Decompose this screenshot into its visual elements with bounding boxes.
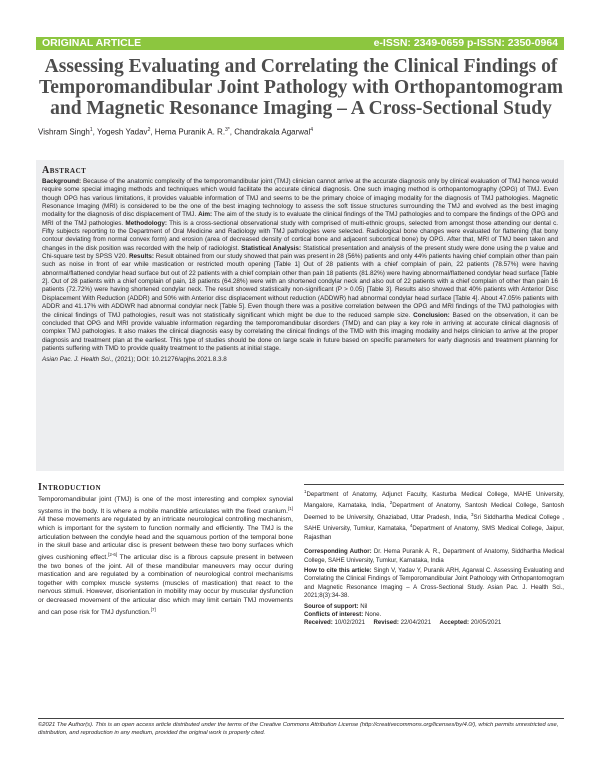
issn-label: e-ISSN: 2349-0659 p-ISSN: 2350-0964 — [373, 37, 558, 49]
author-name: Chandrakala Agarwal — [234, 127, 311, 137]
author-name: Yogesh Yadav — [96, 127, 148, 137]
corresponding-author: Corresponding Author: Dr. Hema Puranik A. R., Department of Anatomy, Siddhartha Medical College, SAHE University, Tumkur, Karnataka, India — [304, 548, 564, 564]
introduction-section — [38, 482, 293, 617]
abstract-text: Background: Because of the anatomic complexity of the temporomandibular joint (TMJ) clinician cannot arrive at the accurate diagnosis only by clinical evaluation of TMJ hence would require some special imaging methods and techniques which would facilitate the accurate clinical diagnosis. One such imaging method is orthopantomography (OPG) of TMJ. Even though OPG has various limitations, it provides valuable information of TMJ and seems to be the primary choice of imaging modality for the diagnosis of TMJ pathologies. Magnetic Resonance Imaging (MRI) is considered to be the one of the best imaging technology to assess the soft tissue structures surrounding the TMJ and evolved as the best imaging modality for the diagnosis of disc displacement of TMJ. Aim: The aim of the study is to evaluate the clinical findings of the TMJ pathologies and to compare the findings of the OPG and MRI of the TMJ pathologies. Methodology: This is a cross-sectional observational study with comprised of multi-ethnic groups, selected from amongst those attending our dental c. Fifty subjects reporting to the Department of Oral Medicine and Radiology with TMJ pathologies were selected. Radiological bone changes were evaluated for flattening (flat bony contour deviating from normal convex form) and erosion (area of decreased density of cortical bone and adjacent subcortical bone) by OPG. After that, MRI of TMJ been taken and changes in the disk position was recorded with the help of radiologist. Statistical Analysis: Statistical presentation and analysis of the present study were done using the p value and Chi-square test by SPSS V20. Results: Result obtained from our study showed that pain was present in 28 (56%) patients and only 44% patients having chief complain other than pain such as noise in front of ear while mastication or restricted mouth opening [Table 1] Out of 28 patients with a chief complain of pain, 22 patients (78.57%) were having abnormal/flattened condylar head surface but out of 22 patients with a chief complain other than pain 18 patients (81.82%) were having abnormal/flattened condylar head surface [Table 2]. Out of 28 patients with a chief complain of pain, 18 patients (64.28%) were with an shortened condylar neck and also out of 22 patients with a chief complain of other than pain 16 patients (72.72%) were having shortened condylar neck. The result showed statistically non-significant (P > 0.05) [Table 3]. Results also showed that 40% patients with Anterior Disc Displacement With Reduction (ADDR) and 50% with Anterior disc displacement without reduction (ADDWR) had abnormal condylar head surface [Table 4]. About 47.05% patients with ADDR and 41.17% with ADDWR had abnormal condylar neck [Table 5]. Even though there was a positive correlation between the OPG and MRI findings of the TMJ pathologies with the clinical findings of TMJ pathologies, result was not statistically significant which might be due to the reduced sample size. Conclusion: Based on the observation, it can be concluded that OPG and MRI provide valuable information regarding the temporomandibular disorders (TMD) and can play a key role in arriving at accurate clinical diagnosis of complex TMJ pathologies. It also makes the clinical diagnosis easy by correlating the clinical findings of the TMD with this imaging modality and helps clinician to arrive at the proper diagnosis and treatment plan at the earliest. This type of studies should be done on large scale in future based on specific parameters for early diagnosis and treatment planning for patients suffering with TMD to provide quality treatment to the patients at initial stage. — [42, 178, 559, 352]
abstract-section — [36, 160, 564, 471]
abstract-heading: Abstract — [42, 165, 87, 176]
introduction-text: Temporomandibular joint (TMJ) is one of the most interesting and complex synovial systems in the body. It is where a mobile mandible articulates with the fixed cranium.[1] All these movements are regulated by an intricate neurological controlling mechanism, which is important for the system to function normally and efficiently. The TMJ is the articulation between the condyle head and the squamous portion of the temporal bone in the skull base and articular disc is present between these two bony surfaces which gives cushioning effect.[2-6] The articular disc is a fibrous capsule present in between the two bones of the joint. All of these mandibular maneuvers may occur during mastication and are regulated by a combination of neurological control mechanisms together with complex muscle systems (muscles of mastication) that react to the nervous stimuli. However, disorientation in mobility may occur by muscular dysfunction or decreased movement of the articular disc which may limit certain TMJ movements and can pose risk for TMJ dysfunction.[7] — [38, 496, 293, 616]
source-of-support: Source of support: Nil — [304, 602, 368, 610]
introduction-heading: Introduction — [38, 482, 102, 493]
author-name: Vishram Singh — [38, 127, 90, 137]
header-bar — [36, 37, 564, 50]
how-to-cite: How to cite this article: Singh V, Yadav Y, Puranik ARH, Agarwal C. Assessing Evaluating and Correlating the Clinical Findings of Temporomandibular Joint Pathology with Orthopantomogram and Magnetic Resonance Imaging – A Cross-Sectional Study. Asian Pac. J. Health Sci., 2021;8(3):34-38. — [304, 566, 564, 600]
author-name: Hema Puranik A. R. — [154, 127, 226, 137]
author-list: Vishram Singh$^1$, Yogesh Yadav$^2$, Hema Puranik A. R.$^{3*}$, Chandrakala Agarwal$^4$ — [38, 127, 314, 137]
article-dates: Received: 10/02/2021 Revised: 22/04/2021 Accepted: 20/05/2021 — [304, 619, 502, 627]
conflicts-of-interest: Conflicts of interest: None. — [304, 611, 382, 618]
affiliations: $^1$Department of Anatomy, Adjunct Faculty, Kasturba Medical College, MAHE University, Mangalore, Karnataka, India, $^2$Department of Anatomy, Santosh Medical College, Santosh Deemed to be University, Ghaziabad, Uttar Pradesh, India, $^3$Sri Siddhartha Medical College , SAHE University, Tumkur, Karnataka, $^4$Department of Anatomy, SMS Medical College, Jaipur, Rajasthan — [304, 489, 565, 541]
article-title: Assessing Evaluating and Correlating the Clinical Findings of Temporomandibular Joint Pathology with Orthopantomogram and Magnetic Resonance Imaging – A Cross-Sectional Study — [38, 56, 564, 119]
article-info-column — [304, 484, 564, 628]
abstract-citation: Asian Pac. J. Health Sci., (2021); DOI: 10.21276/apjhs.2021.8.3.8 — [42, 356, 227, 364]
license-footer: ©2021 The Author(s). This is an open access article distributed under the terms of the Creative Commons Attribution License (http://creativecommons.org/licenses/by/4.0/), which permits unrestricted use, distribution, and reproduction in any medium, provided the original work is properly cited. — [38, 718, 564, 737]
article-type-label: ORIGINAL ARTICLE — [42, 37, 142, 49]
divider — [304, 484, 564, 485]
